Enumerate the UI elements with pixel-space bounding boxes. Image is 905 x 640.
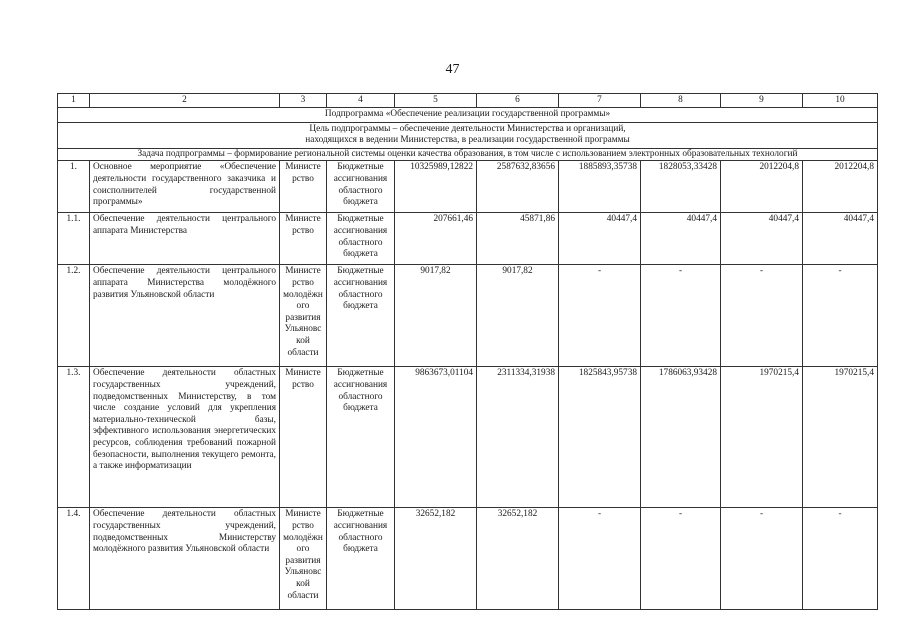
row-name: Обеспечение деятельности центрального аппарата Министерства [90,213,280,265]
table-row [58,161,878,213]
row-value-8: 1786063,93428 [641,367,721,508]
column-header: 4 [327,94,395,108]
task-cell: Задача подпрограммы – формирование региональной системы оценки качества образования, в том числе с использованием электронных образовательных технологий [58,148,878,161]
column-header: 7 [559,94,641,108]
row-number: 1.1. [58,213,90,265]
row-value-7: 40447,4 [559,213,641,265]
row-value-9: 2012204,8 [721,161,803,213]
row-name: Основное мероприятие «Обеспечение деятельности государственного заказчика и соисполнителей государственной программы» [90,161,280,213]
row-value-6: 45871,86 [477,213,559,265]
row-value-6: 9017,82 [477,265,559,367]
task-row [58,148,878,161]
row-name: Обеспечение деятельности областных государственных учреждений, подведомственных Министерству, в том числе создание условий для укрепления материально-технической базы, эффективного использования энергетических ресурсов, соблюдения требований пожарной безопасности, выполнения текущего ремонта, а также информатизации [90,367,280,508]
column-header: 5 [395,94,477,108]
row-value-6: 2311334,31938 [477,367,559,508]
goal-cell [58,122,878,148]
row-value-6: 32652,182 [477,508,559,610]
row-source: Бюджетные ассигнования областного бюджета [327,367,395,508]
row-executor: Министерство [280,213,327,265]
row-source: Бюджетные ассигнования областного бюджета [327,508,395,610]
column-header: 3 [280,94,327,108]
row-value-7: - [559,508,641,610]
row-value-5: 10325989,12822 [395,161,477,213]
row-value-8: 40447,4 [641,213,721,265]
row-executor: Министерство молодёжного развития Ульяновской области [280,265,327,367]
row-source: Бюджетные ассигнования областного бюджета [327,213,395,265]
column-header: 1 [58,94,90,108]
row-number: 1. [58,161,90,213]
page-number: 47 [445,62,460,77]
row-value-10: 40447,4 [803,213,878,265]
program-table [57,93,878,610]
subprogram-row [58,108,878,123]
column-header: 6 [477,94,559,108]
row-executor: Министерство [280,367,327,508]
goal-row [58,122,878,148]
row-value-9: - [721,265,803,367]
row-value-5: 9017,82 [395,265,477,367]
row-value-10: - [803,508,878,610]
row-source: Бюджетные ассигнования областного бюджета [327,265,395,367]
row-value-5: 32652,182 [395,508,477,610]
column-header: 8 [641,94,721,108]
row-value-8: - [641,508,721,610]
column-number-row [58,94,878,108]
row-value-7: 1885893,35738 [559,161,641,213]
table-row [58,367,878,508]
row-value-10: 1970215,4 [803,367,878,508]
row-value-10: - [803,265,878,367]
goal-line: находящихся в ведении Министерства, в реализации государственной программы [305,135,630,146]
row-value-9: 40447,4 [721,213,803,265]
row-executor: Министерство молодёжного развития Ульяновской области [280,508,327,610]
column-header: 10 [803,94,878,108]
row-value-9: - [721,508,803,610]
table-row [58,508,878,610]
row-value-9: 1970215,4 [721,367,803,508]
table-row [58,265,878,367]
column-header: 2 [90,94,280,108]
subprogram-title: Подпрограмма «Обеспечение реализации государственной программы» [58,108,878,123]
row-value-7: - [559,265,641,367]
row-number: 1.3. [58,367,90,508]
row-source: Бюджетные ассигнования областного бюджета [327,161,395,213]
row-value-6: 2587632,83656 [477,161,559,213]
row-name: Обеспечение деятельности областных государственных учреждений, подведомственных Министерству молодёжного развития Ульяновской области [90,508,280,610]
row-name: Обеспечение деятельности центрального аппарата Министерства молодёжного развития Ульяновской области [90,265,280,367]
row-value-8: - [641,265,721,367]
row-value-7: 1825843,95738 [559,367,641,508]
row-value-5: 9863673,01104 [395,367,477,508]
row-number: 1.2. [58,265,90,367]
table-row [58,213,878,265]
row-value-10: 2012204,8 [803,161,878,213]
column-header: 9 [721,94,803,108]
goal-line: Цель подпрограммы – обеспечение деятельности Министерства и организаций, [309,123,626,134]
row-number: 1.4. [58,508,90,610]
row-value-8: 1828053,33428 [641,161,721,213]
row-executor: Министерство [280,161,327,213]
row-value-5: 207661,46 [395,213,477,265]
